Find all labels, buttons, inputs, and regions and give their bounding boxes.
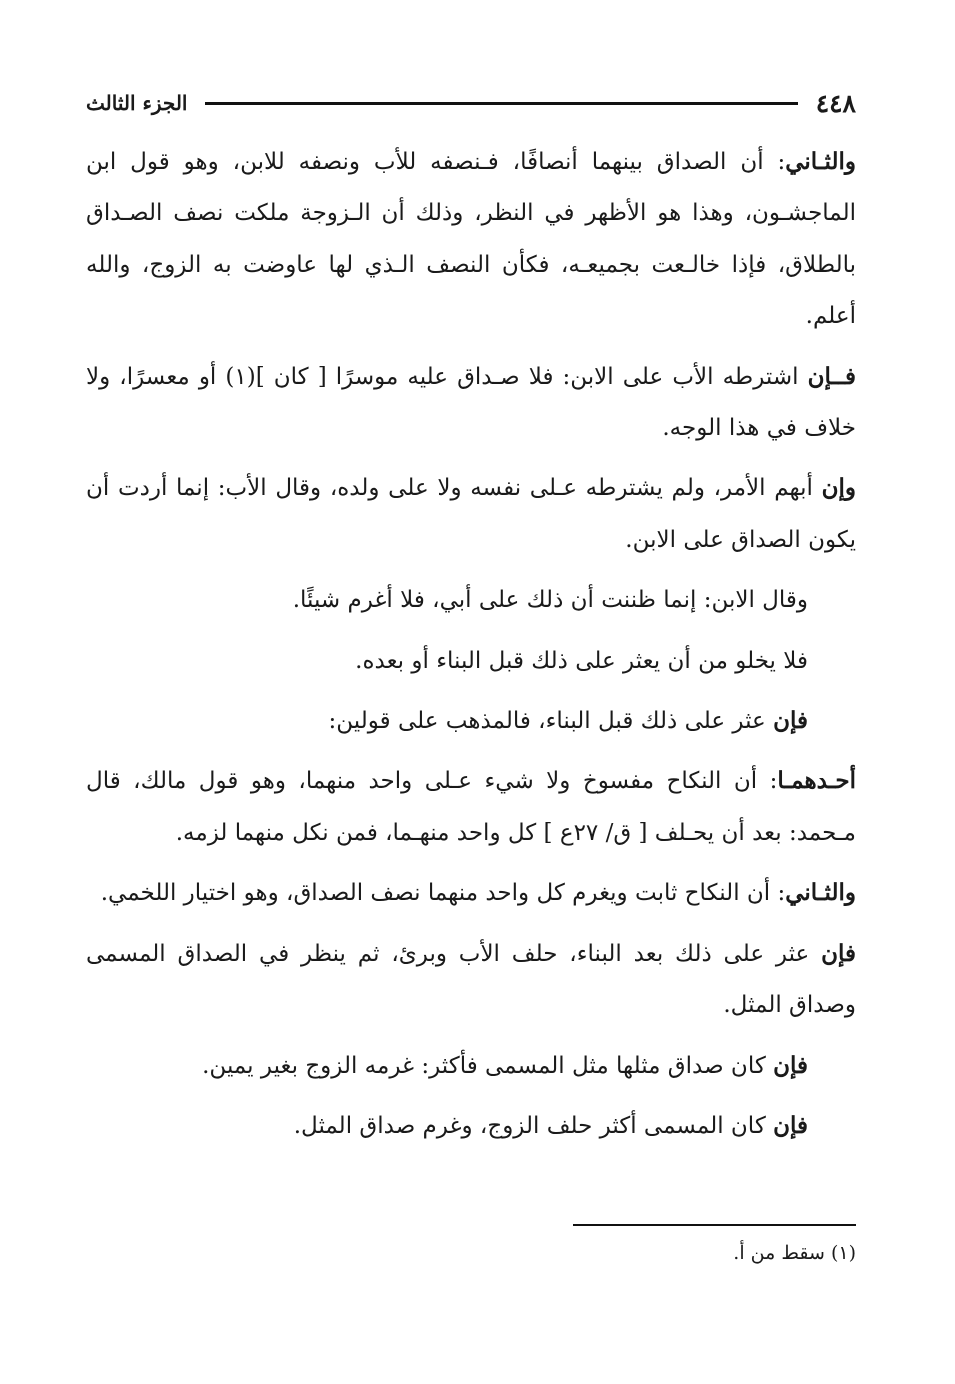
- paragraph-lead: أحـدهمـا: [777, 767, 856, 795]
- footnote: (١) سقط من أ.: [733, 1242, 856, 1264]
- paragraph-lead: والثـاني: [785, 879, 856, 907]
- paragraph-text: أبهم الأمر، ولم يشترطه عـلى نفسه ولا على ولده، وقال الأب: إنما أردت أن يكون الصداق على الابن.: [86, 475, 856, 553]
- paragraph-lead: فإن: [773, 707, 808, 735]
- page-number: ٤٤٨: [815, 88, 856, 118]
- paragraph: [86, 136, 856, 343]
- paragraph-text: وقال الابن: إنما ظننت أن ذلك على أبي، فلا أغرم شيئًا.: [292, 587, 808, 614]
- paragraph-lead: فإن: [773, 1051, 808, 1079]
- paragraph: [86, 574, 856, 626]
- paragraph: [86, 351, 856, 455]
- paragraph-lead: والثـاني: [785, 148, 856, 175]
- paragraph-lead: فإن: [821, 939, 856, 967]
- paragraph-text: اشترطه الأب على الابن: فلا صـداق عليه موسرًا [ كان ](١) أو معسرًا، ولا خلاف في هذا الوجه.: [86, 363, 856, 442]
- paragraph-text: : أن النكاح مفسوخ ولا شيء عـلى واحد منهما، وهو قول مالك، قال مـحمد: بعد أن يحـلف [ ق/ ٢٧ع ] كل واحد منهـما، فمن نكل منهما لزمه.: [86, 768, 856, 846]
- paragraph: [86, 755, 856, 859]
- paragraph: [86, 635, 856, 687]
- paragraph-text: كان المسمى أكثر حلف الزوج، وغرم صداق المثل.: [293, 1112, 774, 1139]
- running-title: الجزء الثالث: [86, 91, 188, 115]
- header-rule: [205, 102, 797, 105]
- page-header: [86, 86, 856, 120]
- paragraph: [86, 695, 856, 747]
- paragraph-text: فلا يخلو من أن يعثر على ذلك قبل البناء أو بعده.: [355, 647, 808, 674]
- paragraph-lead: وإن: [821, 474, 856, 502]
- paragraph-text: : أن النكاح ثابت ويغرم كل واحد منهما نصف الصداق، وهو اختيار اللخمي.: [100, 880, 786, 907]
- paragraph: [86, 462, 856, 566]
- paragraph: [86, 1100, 856, 1152]
- paragraph: [86, 1040, 856, 1092]
- paragraph-lead: فــإن: [807, 362, 856, 390]
- paragraph-text: عثر على ذلك بعد البناء، حلف الأب وبرئ، ثم ينظر في الصداق المسمى وصداق المثل.: [86, 940, 856, 1019]
- paragraph-text: : أن الصداق بينهما أنصافًا، فـنصفه للأب ونصفه للابن، وهو قول ابن الماجشـون، وهذا هو الأظهر في النظر، وذلك أن الـزوجة ملكت نصف الصـداق بالطلاق، فإذا خالـعت بجميعـه، فكأن النصف الـذي لها عاوضت به الزوج، والله أعلم.: [86, 149, 856, 330]
- paragraph: [86, 928, 856, 1032]
- footnote-rule: [573, 1224, 856, 1226]
- paragraph-lead: فإن: [773, 1111, 808, 1139]
- page-body: [86, 136, 856, 1160]
- paragraph-text: عثر على ذلك قبل البناء، فالمذهب على قولين:: [328, 708, 774, 735]
- paragraph: [86, 867, 856, 919]
- paragraph-text: كان صداق مثلها مثل المسمى فأكثر: غرمه الزوج بغير يمين.: [202, 1052, 774, 1079]
